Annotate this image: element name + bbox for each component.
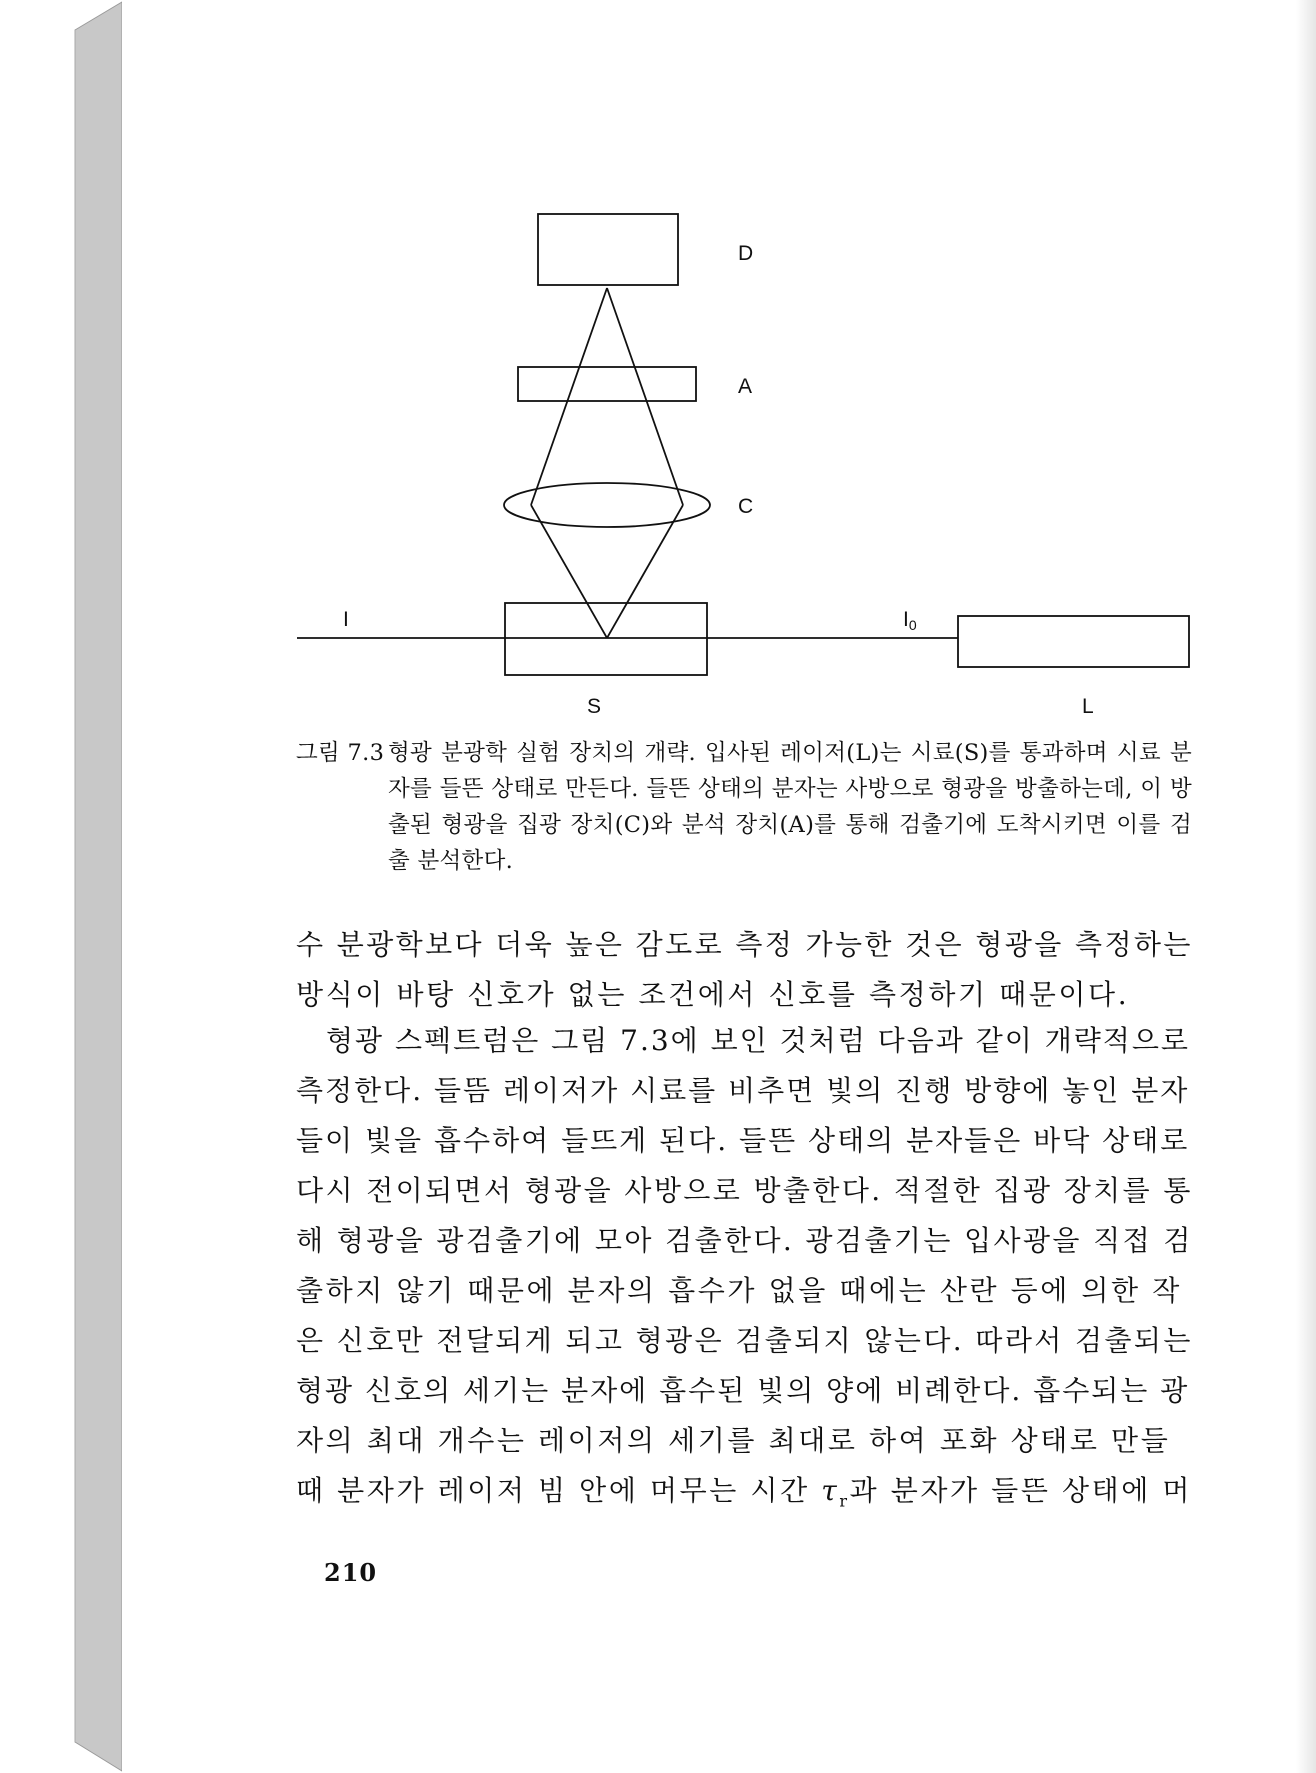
label-laser: L	[1082, 695, 1094, 718]
tau-subscript: r	[839, 1491, 850, 1511]
analyzer-box	[518, 367, 696, 401]
text-line: 자의 최대 개수는 레이저의 세기를 최대로 하여 포화 상태로 만들	[296, 1424, 1171, 1457]
sample-box	[505, 603, 707, 675]
text-line-last	[296, 1466, 1192, 1516]
collector-lens	[504, 483, 710, 527]
caption-label: 그림 7.3	[296, 740, 385, 766]
label-collector: C	[738, 495, 754, 518]
label-detector: D	[738, 242, 754, 265]
cone-right-upper	[607, 288, 683, 505]
last-line-after: 과 분자가 들뜬 상태에 머	[849, 1474, 1193, 1507]
figure-caption	[296, 735, 1192, 879]
cone-left-upper	[531, 288, 607, 505]
text-line: 해 형광을 광검출기에 모아 검출한다. 광검출기는 입사광을 직접 검	[296, 1224, 1193, 1257]
label-transmitted-beam-sub: 0	[908, 617, 917, 633]
last-line-before: 때 분자가 레이저 빔 안에 머무는 시간	[296, 1474, 822, 1507]
text-line: 들이 빛을 흡수하여 들뜨게 된다. 들뜬 상태의 분자들은 바닥 상태로	[296, 1124, 1190, 1157]
label-sample: S	[587, 695, 602, 718]
text-line: 은 신호만 전달되게 되고 형광은 검출되지 않는다. 따라서 검출되는	[296, 1324, 1193, 1357]
text-line: 수 분광학보다 더욱 높은 감도로 측정 가능한 것은 형광을 측정하는	[296, 928, 1193, 961]
caption-text: 형광 분광학 실험 장치의 개략. 입사된 레이저(L)는 시료(S)를 통과하며 시료 분자를 들뜬 상태로 만든다. 들뜬 상태의 분자는 사방으로 형광을 방출하는데, 이 방출된 형광을 집광 장치(C)와 분석 장치(A)를 통해 검출기에 도착시키면 이를 검출 분석한다.	[388, 740, 1192, 874]
tau-symbol: τ	[821, 1474, 840, 1507]
fluorescence-apparatus-diagram	[0, 0, 1316, 730]
laser-box	[958, 616, 1189, 667]
label-incident-beam: I	[343, 608, 349, 631]
detector-box	[538, 214, 678, 285]
text-line: 형광 스펙트럼은 그림 7.3에 보인 것처럼 다음과 같이 개략적으로	[326, 1024, 1190, 1057]
text-line: 출하지 않기 때문에 분자의 흡수가 없을 때에는 산란 등에 의한 작	[296, 1274, 1182, 1307]
label-transmitted-beam-base: I	[903, 608, 909, 631]
label-analyzer: A	[738, 375, 753, 398]
text-line: 형광 신호의 세기는 분자에 흡수된 빛의 양에 비례한다. 흡수되는 광	[296, 1374, 1190, 1407]
page-number: 210	[324, 1558, 378, 1587]
paragraph-1	[296, 920, 1192, 1020]
text-line: 다시 전이되면서 형광을 사방으로 방출한다. 적절한 집광 장치를 통	[296, 1174, 1193, 1207]
text-line: 측정한다. 들뜸 레이저가 시료를 비추면 빛의 진행 방향에 놓인 분자	[296, 1074, 1190, 1107]
text-line: 방식이 바탕 신호가 없는 조건에서 신호를 측정하기 때문이다.	[296, 978, 1130, 1011]
paragraph-2	[296, 1016, 1192, 1516]
label-transmitted-beam	[903, 608, 917, 633]
